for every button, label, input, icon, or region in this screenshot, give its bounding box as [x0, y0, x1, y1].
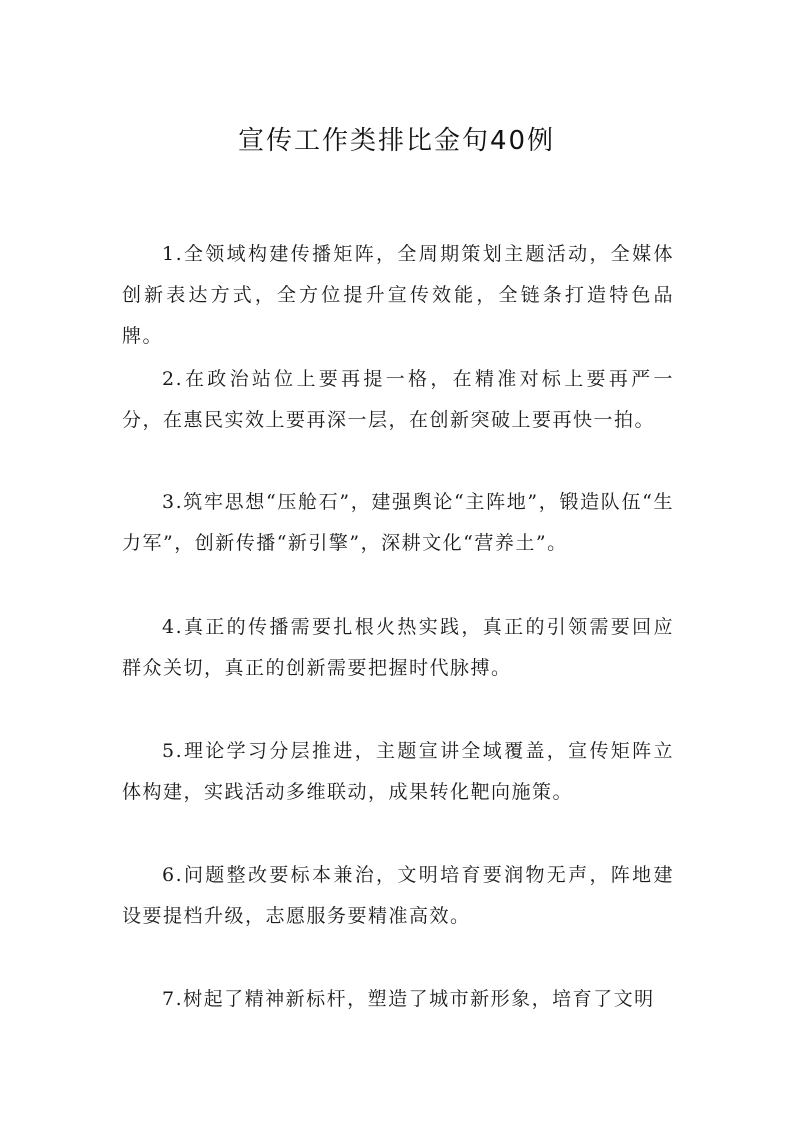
paragraph-4: 4.真正的传播需要扎根火热实践，真正的引领需要回应群众关切，真正的创新需要把握时代脉搏。 — [122, 616, 674, 679]
paragraph-1: 1.全领域构建传播矩阵，全周期策划主题活动，全媒体创新表达方式，全方位提升宣传效能，全链条打造特色品牌。 — [122, 243, 674, 347]
paragraph-3: 3.筑牢思想“压舱石”，建强舆论“主阵地”，锻造队伍“生力军”，创新传播“新引擎”，深耕文化“营养土”。 — [122, 491, 674, 554]
paragraph-2: 2.在政治站位上要再提一格，在精准对标上要再严一分，在惠民实效上要再深一层，在创新突破上要再快一拍。 — [122, 368, 674, 431]
paragraph-5: 5.理论学习分层推进，主题宣讲全域覆盖，宣传矩阵立体构建，实践活动多维联动，成果转化靶向施策。 — [122, 740, 674, 803]
document-title: 宣传工作类排比金句40例 — [237, 126, 556, 156]
paragraph-6: 6.问题整改要标本兼治，文明培育要润物无声，阵地建设要提档升级，志愿服务要精准高效。 — [122, 864, 674, 927]
paragraph-7: 7.树起了精神新标杆，塑造了城市新形象，培育了文明 — [162, 988, 655, 1010]
